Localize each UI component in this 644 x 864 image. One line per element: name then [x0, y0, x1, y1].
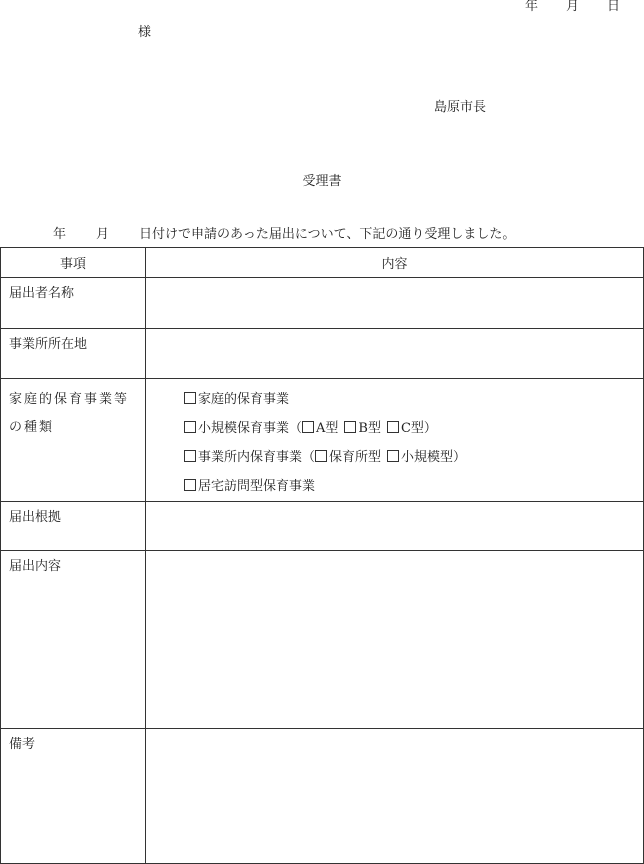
- remarks-cell[interactable]: [146, 729, 644, 864]
- option-label: B型: [358, 421, 381, 436]
- statement-text: 日付けで申請のあった届出について、下記の通り受理しました。: [139, 227, 516, 242]
- statement-month: 月: [96, 227, 110, 242]
- table-row: [1, 729, 644, 864]
- row-label-office-location: 事業所所在地: [9, 337, 88, 352]
- table-header-row: [1, 248, 644, 278]
- receipt-table: [0, 247, 644, 864]
- checkbox[interactable]: [344, 421, 356, 433]
- date-line: [525, 0, 620, 13]
- table-row: [1, 278, 644, 329]
- option-label: 小規模保育事業（: [198, 421, 303, 436]
- row-label-business-type: 家庭的保育事業等の種類: [9, 392, 130, 435]
- row-label-applicant-name: 届出者名称: [9, 286, 75, 301]
- option-label: 小規模型）: [401, 450, 467, 465]
- table-row: [1, 551, 644, 729]
- option-label: 保育所型: [329, 450, 382, 465]
- business-type-options: [146, 379, 643, 501]
- year-label: 年: [524, 0, 538, 14]
- option-label: C型）: [400, 421, 437, 436]
- row-label-content: 届出内容: [9, 559, 62, 574]
- applicant-name-cell[interactable]: [146, 278, 644, 329]
- header-item: 事項: [1, 248, 146, 278]
- option-label: 居宅訪問型保育事業: [198, 479, 316, 494]
- option-home-visit[interactable]: [184, 472, 643, 501]
- day-label: 日: [606, 0, 620, 14]
- checkbox[interactable]: [387, 421, 399, 433]
- statement: [53, 228, 515, 241]
- checkbox[interactable]: [184, 479, 196, 491]
- row-label-remarks: 備考: [9, 737, 36, 752]
- office-location-cell[interactable]: [146, 329, 644, 379]
- row-label-basis: 届出根拠: [9, 510, 62, 525]
- option-label: 家庭的保育事業: [198, 392, 290, 407]
- option-label: A型: [316, 421, 339, 436]
- checkbox[interactable]: [302, 421, 314, 433]
- content-cell[interactable]: [146, 551, 644, 729]
- option-workplace[interactable]: [184, 443, 643, 472]
- checkbox[interactable]: [387, 450, 399, 462]
- header-content: 内容: [146, 248, 644, 278]
- checkbox[interactable]: [315, 450, 327, 462]
- statement-year: 年: [53, 227, 67, 242]
- option-small-scale[interactable]: [184, 414, 643, 443]
- table-row: [1, 502, 644, 551]
- issuer-name: 島原市長: [434, 100, 487, 115]
- addressee-suffix: 様: [138, 25, 152, 40]
- document-title: 受理書: [302, 174, 342, 189]
- month-label: 月: [565, 0, 579, 14]
- checkbox[interactable]: [184, 421, 196, 433]
- option-family-childcare[interactable]: [184, 385, 643, 414]
- checkbox[interactable]: [184, 450, 196, 462]
- table-row: [1, 329, 644, 379]
- basis-cell[interactable]: [146, 502, 644, 551]
- checkbox[interactable]: [184, 392, 196, 404]
- option-label: 事業所内保育事業（: [198, 450, 316, 465]
- table-row: [1, 379, 644, 502]
